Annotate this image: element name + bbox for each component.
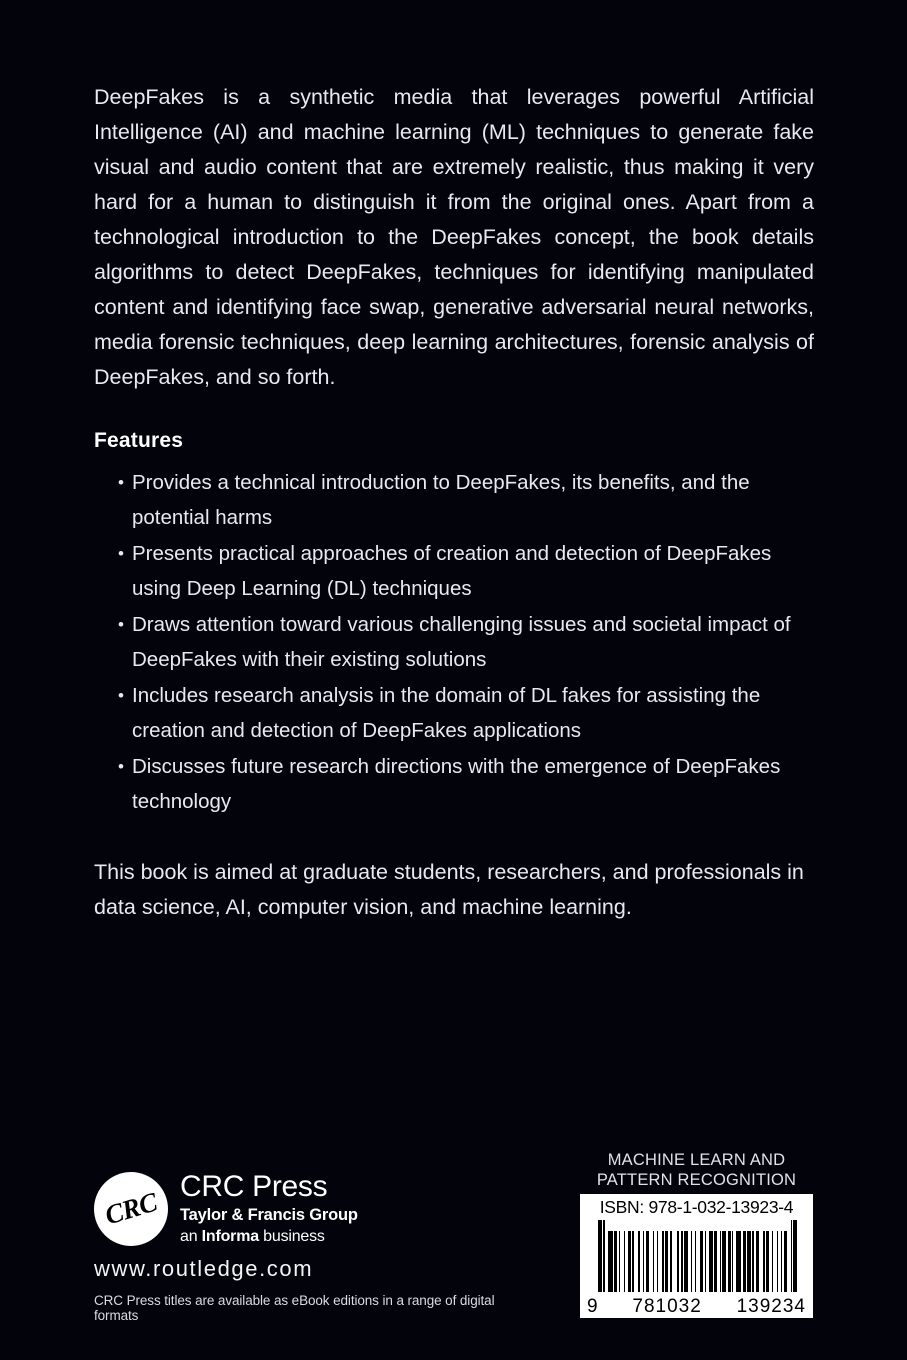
publisher-block [94, 1172, 534, 1323]
publisher-group: Taylor & Francis Group [180, 1206, 358, 1224]
features-list [94, 465, 814, 819]
list-item [94, 678, 814, 748]
crc-logo-text: CRC [101, 1186, 161, 1231]
audience-paragraph: This book is aimed at graduate students, researchers, and professionals in data science, AI, computer vision, and machine learning. [94, 860, 804, 919]
barcode-digit-group-2: 139234 [736, 1296, 806, 1317]
list-item [94, 607, 814, 677]
barcode-bars-icon [598, 1220, 801, 1292]
bullet-icon: • [118, 757, 124, 776]
book-description-paragraph: DeepFakes is a synthetic media that leverages powerful Artificial Intelligence (AI) and machine learning (ML) techniques to generate fake visual and audio content that are extremely realistic, thus making it very hard for a human to distinguish it from the original ones. Apart from a technological introduction to the DeepFakes concept, the book details algorithms to detect DeepFakes, techniques for identifying manipulated content and identifying face swap, generative adversarial neural networks, media forensic techniques, deep learning architectures, forensic analysis of DeepFakes, and so forth. [94, 85, 814, 389]
bullet-icon: • [118, 615, 124, 634]
cover-footer [0, 1150, 907, 1350]
business-prefix: an [180, 1228, 202, 1245]
list-item-label: Discusses future research directions with the emergence of DeepFakes technology [132, 755, 781, 813]
series-title-line-2: PATTERN RECOGNITION [596, 1171, 797, 1189]
barcode-digit-left: 9 [587, 1296, 598, 1317]
list-item-label: Draws attention toward various challenging issues and societal impact of DeepFakes with their existing solutions [132, 613, 791, 671]
list-item-label: Presents practical approaches of creation and detection of DeepFakes using Deep Learning (DL) techniques [132, 542, 772, 600]
list-item [94, 465, 814, 535]
list-item-label: Provides a technical introduction to DeepFakes, its benefits, and the potential harms [132, 471, 750, 529]
isbn-barcode-box [580, 1194, 813, 1318]
publisher-names [180, 1170, 358, 1248]
bullet-icon: • [118, 686, 124, 705]
features-heading: Features [94, 429, 184, 452]
publisher-website[interactable]: www.routledge.com [94, 1256, 314, 1281]
business-brand: Informa [201, 1228, 259, 1245]
bullet-icon: • [118, 544, 124, 563]
bullet-icon: • [118, 473, 124, 492]
cover-text-column [94, 80, 814, 925]
ebook-availability-note: CRC Press titles are available as eBook editions in a range of digital formats [94, 1293, 495, 1323]
list-item [94, 536, 814, 606]
crc-circle-logo-icon [94, 1172, 168, 1246]
barcode-digit-group-1: 781032 [632, 1296, 702, 1317]
barcode-digits [585, 1296, 808, 1317]
list-item-label: Includes research analysis in the domain of DL fakes for assisting the creation and detection of DeepFakes applications [132, 684, 761, 742]
barcode-block [580, 1150, 813, 1318]
isbn-number: ISBN: 978-1-032-13923-4 [599, 1197, 794, 1217]
publisher-business-line [180, 1226, 358, 1248]
publisher-name: CRC Press [180, 1170, 328, 1203]
publisher-logo-row [94, 1172, 534, 1250]
business-suffix: business [258, 1228, 325, 1245]
series-title-line-1: MACHINE LEARN AND [607, 1151, 786, 1169]
list-item [94, 749, 814, 819]
